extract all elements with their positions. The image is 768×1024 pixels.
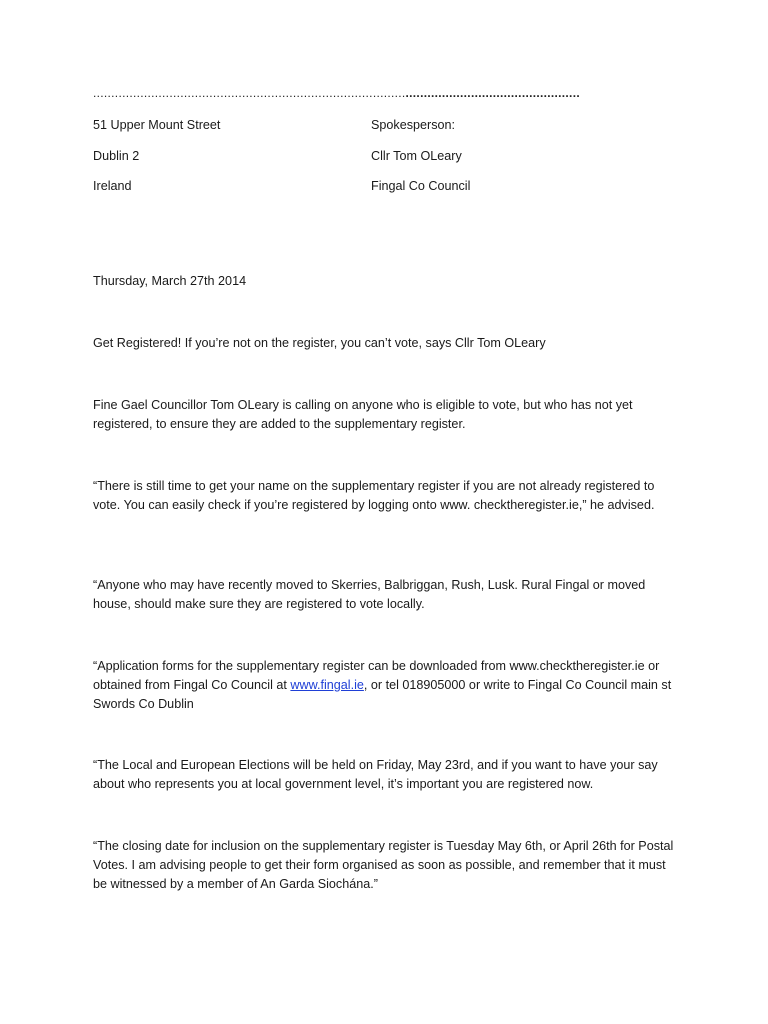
paragraph-moved-house-text: “Anyone who may have recently moved to Skerries, Balbriggan, Rush, Lusk. Rural Fingal or moved house, should make sure they are registered to vote locally.: [93, 578, 646, 611]
dotted-rule-bold: ................................................: [405, 86, 580, 100]
paragraph-intro: [93, 396, 683, 434]
paragraph-application-forms: [93, 657, 683, 714]
header-dotted-rule: [93, 86, 580, 100]
paragraph-closing-date: [93, 837, 683, 894]
paragraph-application-forms-text: [93, 657, 683, 714]
paragraph-closing-date-text: “The closing date for inclusion on the supplementary register is Tuesday May 6th, or April 26th for Postal Votes. I am advising people to get their form organised as soon as possible, and remember that it must be witnessed by a member of An Garda Siochána.”: [93, 839, 674, 891]
paragraph-check-register-text: “There is still time to get your name on the supplementary register if you are not already registered to vote. You can easily check if you’re registered by logging onto www. checktheregister.ie,” he advised.: [93, 479, 655, 512]
fingal-website-link[interactable]: www.fingal.ie: [290, 678, 364, 692]
address-line-1: 51 Upper Mount Street: [93, 118, 221, 132]
paragraph-intro-text: Fine Gael Councillor Tom OLeary is calling on anyone who is eligible to vote, but who has not yet registered, to ensure they are added to the supplementary register.: [93, 398, 633, 431]
application-text-before: “Application forms for the supplementary register can be downloaded from www.checktheregister.ie or obtained from Fingal Co Council at: [93, 659, 660, 692]
application-text-after: , or tel 018905000 or write to Fingal Co Council main st Swords Co Dublin: [93, 678, 672, 711]
paragraph-elections-text: “The Local and European Elections will be held on Friday, May 23rd, and if you want to have your say about who represents you at local government level, it’s important you are registered now.: [93, 758, 658, 791]
spokesperson-name: Cllr Tom OLeary: [371, 149, 462, 163]
release-date: Thursday, March 27th 2014: [93, 274, 247, 288]
paragraph-check-register: [93, 477, 683, 515]
headline: Get Registered! If you’re not on the register, you can’t vote, says Cllr Tom OLeary: [93, 336, 546, 350]
address-line-3: Ireland: [93, 179, 132, 193]
address-line-2: Dublin 2: [93, 149, 140, 163]
paragraph-elections: [93, 756, 683, 794]
spokesperson-label: Spokesperson:: [371, 118, 456, 132]
dotted-rule-light: ......................................................................................: [93, 86, 406, 100]
spokesperson-org: Fingal Co Council: [371, 179, 471, 193]
paragraph-moved-house: [93, 576, 683, 614]
